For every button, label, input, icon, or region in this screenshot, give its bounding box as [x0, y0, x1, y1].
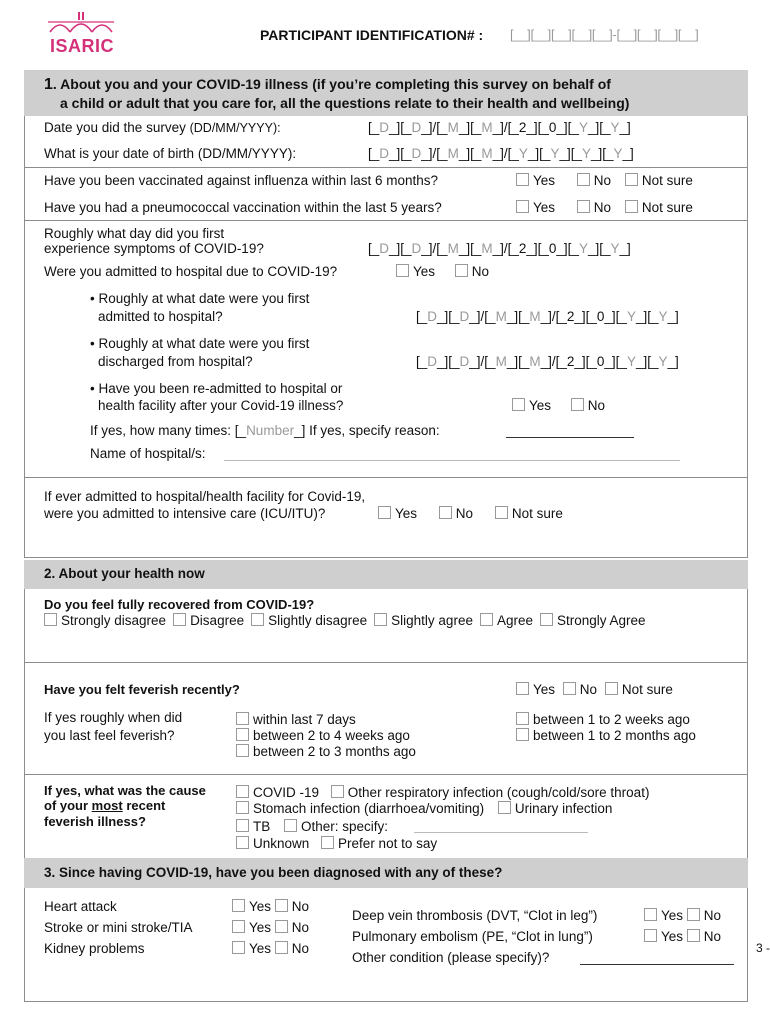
yes-option[interactable]: Yes: [644, 929, 683, 944]
checkbox[interactable]: [236, 728, 249, 741]
hospital-name-input-line[interactable]: [224, 460, 680, 461]
checkbox[interactable]: [625, 200, 638, 213]
readmission-times-row: If yes, how many times: [_Number_] If yes, specify reason:: [90, 423, 440, 438]
yes-option[interactable]: Yes: [232, 941, 271, 956]
icu-question-2: were you admitted to intensive care (ICU/ITU)?: [44, 506, 326, 521]
no-option[interactable]: No: [275, 899, 309, 914]
yes-option[interactable]: Yes: [644, 908, 683, 923]
recovery-scale-option[interactable]: Strongly Agree: [540, 613, 646, 628]
checkbox[interactable]: [516, 728, 529, 741]
divider: [24, 220, 748, 221]
checkbox[interactable]: [577, 200, 590, 213]
checkbox[interactable]: [687, 908, 700, 921]
cause-tb-option[interactable]: TB: [236, 819, 270, 834]
times-input[interactable]: Number: [246, 423, 295, 438]
cause-row-3: [236, 819, 388, 835]
flu-no-option[interactable]: No: [577, 173, 621, 188]
recovery-scale-option[interactable]: Agree: [480, 613, 533, 628]
when-opt-1-2weeks[interactable]: between 1 to 2 weeks ago: [516, 712, 690, 728]
checkbox[interactable]: [605, 682, 618, 695]
icu-question-1: If ever admitted to hospital/health facility for Covid-19,: [44, 489, 366, 504]
admitted-no-option[interactable]: No: [455, 264, 489, 279]
other-condition-input-line[interactable]: [580, 964, 734, 965]
checkbox[interactable]: [512, 398, 525, 411]
isaric-logo: [46, 8, 116, 60]
checkbox[interactable]: [236, 712, 249, 725]
stroke-label: Stroke or mini stroke/TIA: [44, 920, 193, 935]
checkbox[interactable]: [625, 173, 638, 186]
discharge-date-label-1: • Roughly at what date were you first: [90, 336, 310, 351]
checkbox[interactable]: [687, 929, 700, 942]
cause-row-2: [236, 801, 612, 817]
recovery-scale-option[interactable]: Slightly agree: [374, 613, 473, 628]
recovered-question: Do you feel fully recovered from COVID-19?: [44, 597, 315, 612]
checkbox[interactable]: [232, 899, 245, 912]
checkbox[interactable]: [577, 173, 590, 186]
readmitted-no-option[interactable]: No: [571, 398, 605, 413]
no-option[interactable]: No: [275, 920, 309, 935]
cause-urinary-option[interactable]: Urinary infection: [498, 801, 613, 816]
cause-row-1: [236, 785, 649, 801]
recovery-scale-options: [44, 613, 653, 629]
symptom-onset-label-1: Roughly what day did you first: [44, 226, 225, 241]
kidney-options: [232, 941, 309, 957]
cause-label-3: feverish illness?: [44, 814, 146, 829]
section-3-title: 3. Since having COVID-19, have you been diagnosed with any of these?: [44, 865, 503, 880]
hospital-name-label: Name of hospital/s:: [90, 446, 206, 461]
checkbox[interactable]: [321, 836, 334, 849]
cause-row-4: [236, 836, 437, 852]
cause-respiratory-option[interactable]: Other respiratory infection (cough/cold/sore throat): [331, 785, 650, 800]
when-opt-2-3months[interactable]: between 2 to 3 months ago: [236, 744, 416, 760]
reason-input-line[interactable]: [506, 437, 634, 438]
admitted-yes-option[interactable]: Yes: [396, 264, 435, 279]
recovery-scale-option[interactable]: Disagree: [173, 613, 244, 628]
flu-yes-option[interactable]: Yes: [516, 173, 565, 188]
cause-other-option[interactable]: Other: specify:: [284, 819, 388, 834]
pe-label: Pulmonary embolism (PE, “Clot in lung”): [352, 929, 593, 944]
dob-label: What is your date of birth (DD/MM/YYYY):: [44, 146, 297, 161]
checkbox[interactable]: [571, 398, 584, 411]
readmitted-label-1: • Have you been re-admitted to hospital or: [90, 381, 343, 396]
logo-arches-icon: [46, 8, 116, 38]
cause-prefer-not-option[interactable]: Prefer not to say: [321, 836, 437, 851]
checkbox[interactable]: [232, 920, 245, 933]
discharge-date-field[interactable]: [_D_][_D_]/[_M_][_M_]/[_2_][_0_][_Y_][_Y_]: [416, 354, 679, 369]
fever-no-option[interactable]: No: [563, 682, 597, 697]
admission-date-field[interactable]: [_D_][_D_]/[_M_][_M_]/[_2_][_0_][_Y_][_Y_]: [416, 309, 679, 324]
heart-attack-label: Heart attack: [44, 899, 117, 914]
checkbox[interactable]: [516, 200, 529, 213]
fever-when-label-2: you last feel feverish?: [44, 728, 175, 743]
checkbox[interactable]: [498, 801, 511, 814]
participant-id-label: PARTICIPANT IDENTIFICATION# :: [260, 27, 484, 43]
symptom-onset-date-field[interactable]: [_D_][_D_]/[_M_][_M_]/[_2_][_0_][_Y_][_Y_]: [368, 241, 631, 256]
recovery-scale-option[interactable]: Strongly disagree: [44, 613, 166, 628]
cause-label-2: of your most recent: [44, 798, 166, 813]
discharge-date-label-2: discharged from hospital?: [98, 354, 253, 369]
yes-option[interactable]: Yes: [232, 899, 271, 914]
checkbox[interactable]: [275, 941, 288, 954]
checkbox[interactable]: [232, 941, 245, 954]
section-1-title-line2: a child or adult that you care for, all the questions relate to their health and wellbeing): [60, 95, 630, 111]
fever-yes-option[interactable]: Yes: [516, 682, 555, 697]
pe-options: [644, 929, 721, 945]
checkbox[interactable]: [480, 613, 493, 626]
pneumo-no-option[interactable]: No: [577, 200, 621, 215]
page-number: 3 -: [756, 941, 770, 955]
checkbox[interactable]: [563, 682, 576, 695]
recovery-scale-option[interactable]: Slightly disagree: [251, 613, 367, 628]
checkbox[interactable]: [378, 506, 391, 519]
fever-not-sure-option[interactable]: Not sure: [605, 682, 673, 697]
no-option[interactable]: No: [687, 908, 721, 923]
icu-no-option[interactable]: No: [439, 506, 473, 521]
pneumo-not-sure-option[interactable]: Not sure: [625, 200, 693, 215]
when-opt-1-2months[interactable]: between 1 to 2 months ago: [516, 728, 696, 744]
checkbox[interactable]: [516, 682, 529, 695]
participant-id-boxes[interactable]: [__][__][__][__][__]-[__][__][__][__]: [510, 27, 699, 42]
readmitted-options: [512, 398, 605, 414]
divider: [24, 774, 748, 775]
checkbox[interactable]: [495, 506, 508, 519]
checkbox[interactable]: [439, 506, 452, 519]
cause-covid-option[interactable]: COVID -19: [236, 785, 319, 800]
icu-not-sure-option[interactable]: Not sure: [495, 506, 563, 521]
flu-not-sure-option[interactable]: Not sure: [625, 173, 693, 188]
cause-other-input-line[interactable]: [414, 832, 588, 833]
flu-vaccine-question: Have you been vaccinated against influenza within last 6 months?: [44, 173, 438, 188]
checkbox[interactable]: [236, 819, 249, 832]
dob-field[interactable]: [_D_][_D_]/[_M_][_M_]/[_Y_][_Y_][_Y_][_Y_]: [368, 146, 634, 161]
checkbox[interactable]: [173, 613, 186, 626]
heart-attack-options: [232, 899, 309, 915]
other-condition-label: Other condition (please specify)?: [352, 950, 550, 965]
readmitted-yes-option[interactable]: Yes: [512, 398, 551, 413]
divider: [24, 477, 748, 478]
icu-yes-option[interactable]: Yes: [378, 506, 417, 521]
cause-label-1: If yes, what was the cause: [44, 783, 206, 798]
section-1-title-line1: 1. About you and your COVID-19 illness (if you’re completing this survey on behalf of: [44, 76, 611, 93]
checkbox[interactable]: [236, 744, 249, 757]
checkbox[interactable]: [236, 785, 249, 798]
fever-when-label-1: If yes roughly when did: [44, 710, 183, 725]
stroke-options: [232, 920, 309, 936]
when-opt-7days[interactable]: within last 7 days: [236, 712, 356, 728]
admission-date-label-2: admitted to hospital?: [98, 309, 223, 324]
cause-unknown-option[interactable]: Unknown: [236, 836, 309, 851]
checkbox[interactable]: [396, 264, 409, 277]
icu-options: [378, 506, 563, 522]
no-option[interactable]: No: [687, 929, 721, 944]
cause-stomach-option[interactable]: Stomach infection (diarrhoea/vomiting): [236, 801, 484, 816]
checkbox[interactable]: [644, 908, 657, 921]
dvt-options: [644, 908, 721, 924]
checkbox[interactable]: [516, 712, 529, 725]
flu-vaccine-options: [516, 173, 693, 189]
checkbox[interactable]: [251, 613, 264, 626]
kidney-label: Kidney problems: [44, 941, 145, 956]
checkbox[interactable]: [44, 613, 57, 626]
section-2-title: 2. About your health now: [44, 566, 205, 581]
no-option[interactable]: No: [275, 941, 309, 956]
divider: [24, 167, 748, 168]
symptom-onset-label-2: experience symptoms of COVID-19?: [44, 241, 264, 256]
admitted-options: [396, 264, 489, 280]
survey-date-label: Date you did the survey (DD/MM/YYYY):: [44, 120, 281, 135]
checkbox[interactable]: [331, 785, 344, 798]
fever-options: [516, 682, 673, 698]
admission-date-label-1: • Roughly at what date were you first: [90, 291, 310, 306]
checkbox[interactable]: [275, 920, 288, 933]
yes-option[interactable]: Yes: [232, 920, 271, 935]
checkbox[interactable]: [516, 173, 529, 186]
divider: [24, 662, 748, 663]
checkbox[interactable]: [540, 613, 553, 626]
checkbox[interactable]: [644, 929, 657, 942]
checkbox[interactable]: [275, 899, 288, 912]
pneumo-yes-option[interactable]: Yes: [516, 200, 565, 215]
checkbox[interactable]: [236, 801, 249, 814]
survey-date-field[interactable]: [_D_][_D_]/[_M_][_M_]/[_2_][_0_][_Y_][_Y_]: [368, 120, 631, 135]
fever-question: Have you felt feverish recently?: [44, 682, 240, 697]
pneumo-vaccine-question: Have you had a pneumococcal vaccination within the last 5 years?: [44, 200, 442, 215]
pneumo-vaccine-options: [516, 200, 693, 216]
checkbox[interactable]: [374, 613, 387, 626]
logo-text: ISARIC: [50, 36, 115, 56]
checkbox[interactable]: [284, 819, 297, 832]
checkbox[interactable]: [236, 836, 249, 849]
checkbox[interactable]: [455, 264, 468, 277]
when-opt-2-4weeks[interactable]: between 2 to 4 weeks ago: [236, 728, 410, 744]
admitted-question: Were you admitted to hospital due to COVID-19?: [44, 264, 338, 279]
readmitted-label-2: health facility after your Covid-19 illness?: [98, 398, 344, 413]
dvt-label: Deep vein thrombosis (DVT, “Clot in leg”): [352, 908, 598, 923]
